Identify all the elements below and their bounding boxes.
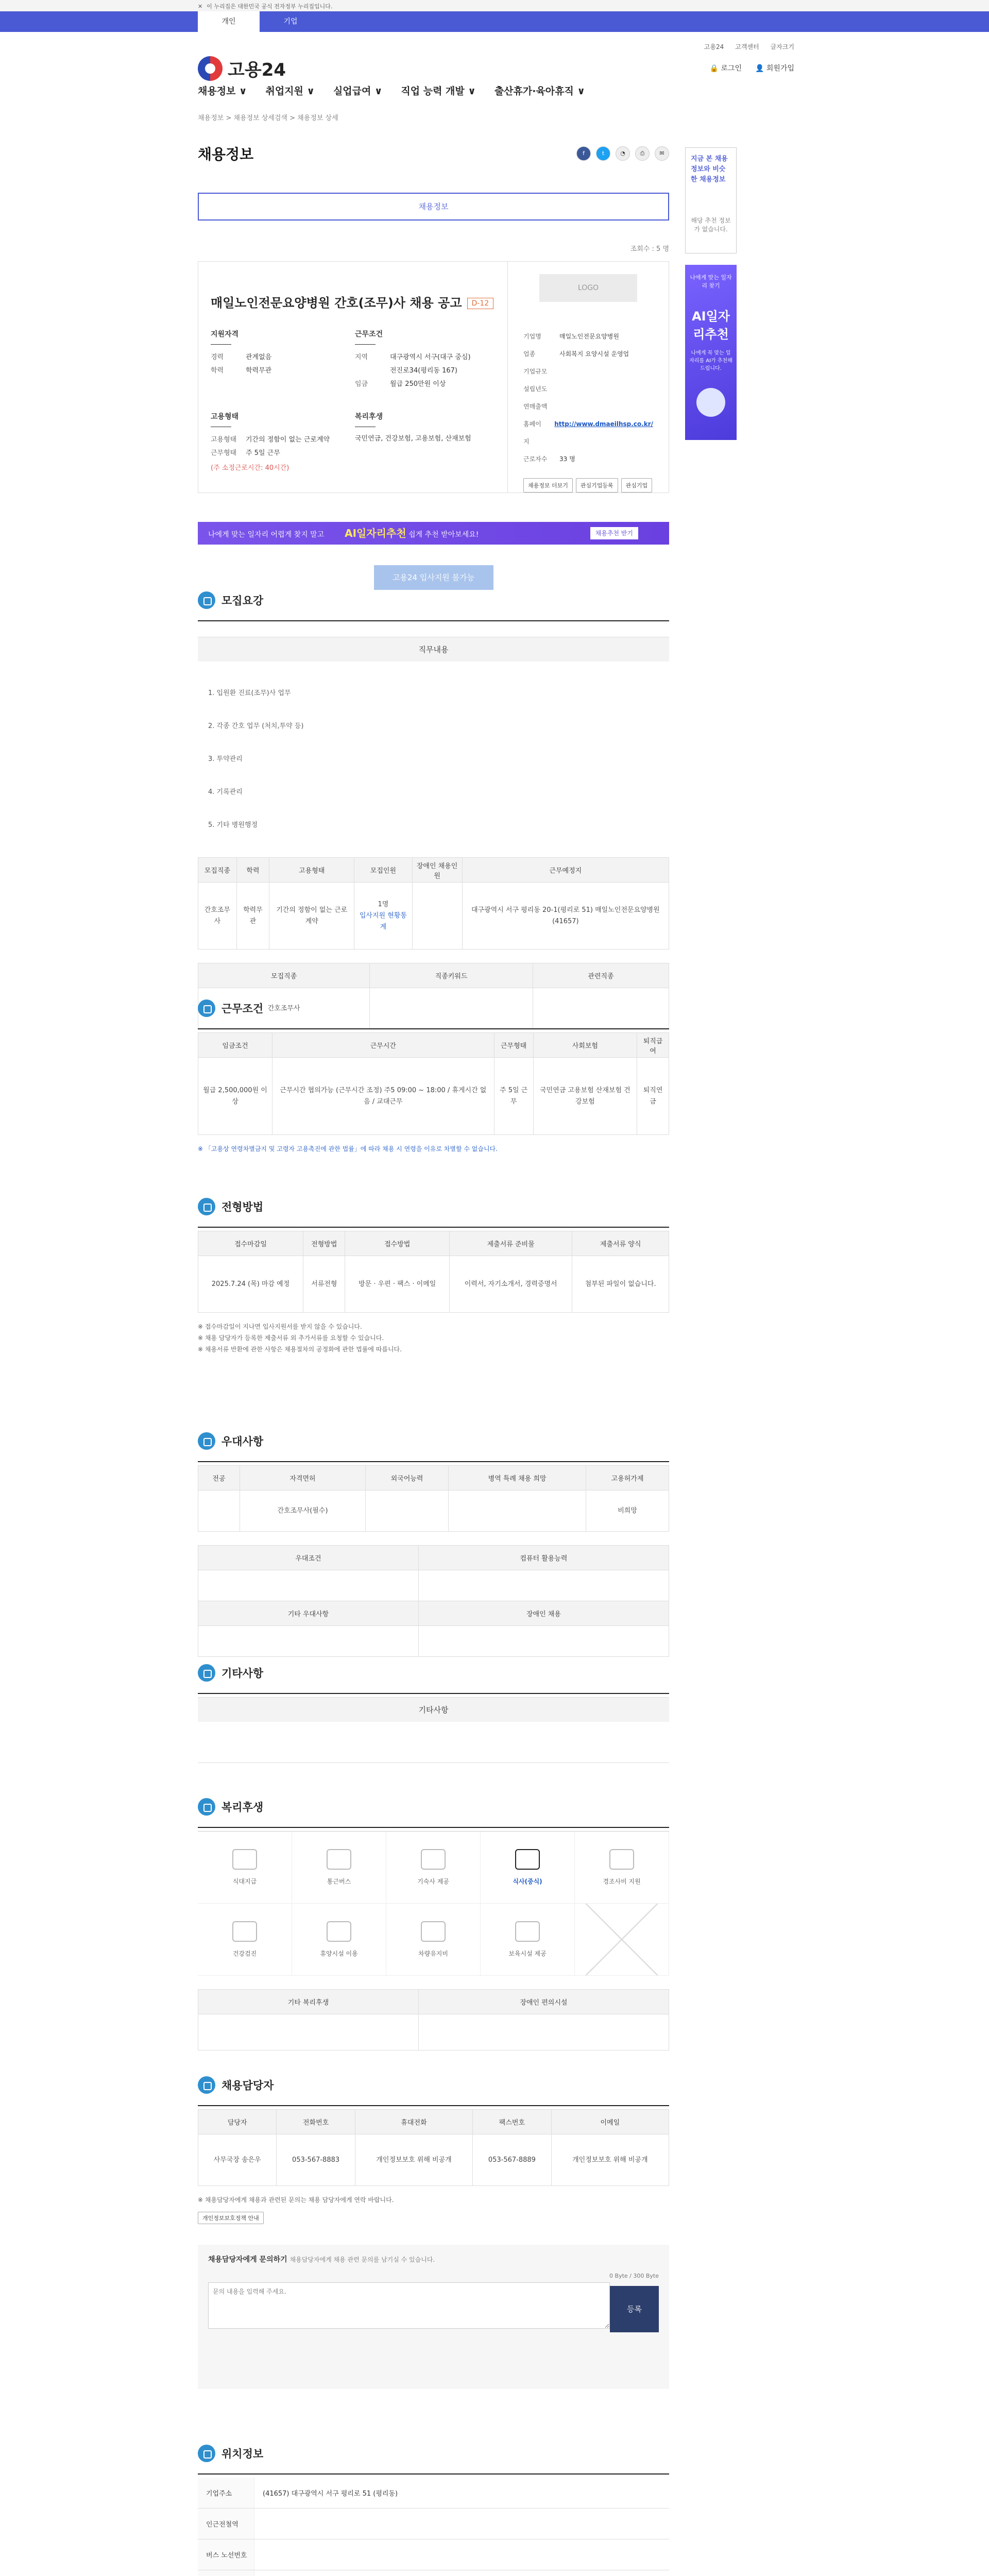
job-title: 매일노인전문요양병원 간호(조무)사 채용 공고 D-12	[211, 293, 493, 311]
logo-icon	[198, 56, 223, 81]
utility-nav	[704, 42, 794, 51]
section-selection: 전형방법 접수마감일 전형방법 접수방법 제출서류 준비물 제출서류 양식 2025.7.24 (목) 마감 예정 서류전형 방문 · 우편 · 팩스 · 이메일 이력서, 자기소개서, 경력증명서 첨부된 파일이 없습니다. ※ 접수마감일이 지나면 입사지원서를 받지 않을 수 있습니다. ※ 채용 담당자가 등록한 제출서류 외 추가서류를 요청할 수 있습니다. ※ 채용서류 반환에 관한 사항은 채용절차의 공정화에 관한 법률에 따릅니다.	[198, 1198, 669, 1355]
company-logo: LOGO	[539, 274, 637, 302]
tab-company[interactable]: 기업	[283, 18, 298, 26]
nav-item[interactable]: 실업급여 ∨	[333, 86, 383, 97]
view-count: 조회수 : 5 명	[630, 245, 669, 253]
link-icon[interactable]: ◔	[616, 146, 630, 161]
welfare-item: 차량유지비	[386, 1904, 481, 1976]
section-location: 위치정보 기업주소 (41657) 대구광역시 서구 평리로 51 (평리동) 인근전철역 버스 노선번호	[198, 2445, 669, 2576]
util-link[interactable]: 글자크기	[770, 43, 794, 50]
qna-textarea[interactable]	[208, 2282, 610, 2329]
ai-banner[interactable]: 나에게 맞는 일자리 어렵게 찾지 말고 AI일자리추천 쉽게 추천 받아보세요! 채용추천 받기	[198, 522, 669, 545]
share-buttons	[576, 146, 669, 161]
company-info-row: 설립년도	[523, 385, 548, 393]
robot-icon	[696, 388, 725, 417]
welfare-item: 보육시설 제공	[481, 1904, 575, 1976]
welfare-item: 경조사비 지원	[575, 1832, 669, 1904]
nav-item[interactable]: 취업지원 ∨	[265, 86, 315, 97]
welfare-item: 통근버스	[292, 1832, 386, 1904]
auth-links	[710, 63, 794, 73]
group-conditions: 근무조건 지역 대구광역시 서구(대구 중심) 전진로34(평리동 167) 임금 월급 250만원 이상	[355, 329, 509, 391]
section-icon	[198, 591, 215, 609]
group-qualification: 지원자격 경력 관계없음 학력 학력무관	[211, 329, 271, 378]
facebook-icon[interactable]: f	[576, 146, 591, 161]
nav-item[interactable]: 출산휴가·육아휴직 ∨	[494, 86, 585, 97]
fav-company-button[interactable]: 관심기업등록	[576, 478, 618, 493]
company-info-row: 근로자수 33 명	[523, 455, 575, 463]
util-link[interactable]: 고용24	[704, 43, 724, 50]
more-jobs-button[interactable]: 채용정보 더보기	[523, 478, 573, 493]
tab-individual[interactable]: 개인	[198, 11, 260, 32]
twitter-icon[interactable]: t	[596, 146, 610, 161]
login-link[interactable]: 🔒 로그인	[709, 64, 742, 73]
group-welfare: 복리후생 국민연금, 건강보험, 고용보험, 산재보험	[355, 411, 489, 445]
section-recruit: 모집요강 직무내용 1. 입원환 진료(조무)사 업무 2. 각종 간호 업무 (처치,투약 등) 3. 투약관리 4. 기록관리 5. 기타 병원행정 모집직종 학력 고용형태 모집인원 장애인 채용인원 근무예정지 간호조무사 학력무관 기간의 정함이 없는 근로계약 1명 입사지원 현황통계 대구광역시 서구 평리동 20-1(평리로 51) 매일노인전문요양병원 (41657) 모집직종 직종키워드 관련직종 간호조무사	[198, 591, 669, 1029]
welfare-empty	[575, 1904, 669, 1976]
job-summary-box	[198, 261, 669, 493]
apply-button[interactable]: 고용24 입사지원 불가능	[374, 565, 493, 590]
util-link[interactable]: 고객센터	[735, 43, 759, 50]
signup-link[interactable]: 👤 회원가입	[755, 64, 794, 73]
qna-box: 채용담당자에게 문의하기 채용담당자에게 채용 관련 문의를 남기실 수 있습니다. 0 Byte / 300 Byte 문의 내용을 입력해 주세요. 등록	[198, 2245, 669, 2389]
print-icon[interactable]: ⎙	[635, 146, 650, 161]
nav-item[interactable]: 채용정보 ∨	[198, 86, 247, 97]
site-logo[interactable]: 고용24	[198, 56, 286, 81]
section-preference: 우대사항 전공 자격면허 외국어능력 병역 특례 채용 희망 고용허가제 간호조무사(필수) 비희망 우대조건 컴퓨터 활용능력 기타 우대사항 장애인 채용	[198, 1432, 669, 1657]
nav-item[interactable]: 직업 능력 개발 ∨	[401, 86, 476, 97]
welfare-item: 휴양시설 이용	[292, 1904, 386, 1976]
close-icon[interactable]: ✕	[198, 3, 203, 10]
section-contact: 채용담당자 담당자 전화번호 휴대전화 팩스번호 이메일 사무국장 송은우 053-567-8883 개인정보보호 위해 비공개 053-567-8889 개인정보보호 위해 비공개 ※ 채용담당자에게 채용과 관련된 문의는 채용 담당자에게 연락 바랍니다. 개인정보보호정책 안내 채용담당자에게 문의하기 채용담당자에게 채용 관련 문의를 남기실 수 있습니다. 0 Byte / 300 Byte 문의 내용을 입력해 주세요. 등록	[198, 2076, 669, 2389]
stats-link[interactable]: 입사지원 현황통계	[359, 911, 407, 931]
job-detail	[198, 143, 669, 590]
qna-submit-button[interactable]: 등록	[610, 2286, 659, 2332]
top-tabs	[0, 11, 989, 32]
section-welfare: 복리후생 식대지급 통근버스 기숙사 제공 식사(중식) 경조사비 지원 건강검진 휴양시설 이용 차량유지비 보육시설 제공 기타 복리후생 장애인 편의시설	[198, 1798, 669, 2050]
header	[198, 32, 794, 99]
homepage-link[interactable]: http://www.dmaeilhsp.co.kr/	[554, 420, 653, 428]
ai-recommend-banner[interactable]: 나에게 맞는 일자리 찾기 AI일자리추천 나에게 꼭 맞는 일자리를 AI가 추천해 드립니다.	[685, 265, 737, 440]
page-title: 채용정보	[198, 146, 254, 163]
mail-icon[interactable]: ✉	[655, 146, 669, 161]
company-info-row: 연매출액	[523, 403, 548, 410]
side-recommend: 지금 본 채용정보와 비슷한 채용정보 해당 추천 정보가 없습니다. 나에게 맞는 일자리 찾기 AI일자리추천 나에게 꼭 맞는 일자리를 AI가 추천해 드립니다.	[685, 147, 737, 440]
welfare-item: 기숙사 제공	[386, 1832, 481, 1904]
company-info-row: 기업규모	[523, 368, 548, 375]
group-employment: 고용형태 고용형태 기간의 정함이 없는 근로계약 근무형태 주 5일 근무 (주 소정근로시간: 40시간)	[211, 411, 330, 472]
welfare-item: 식사(중식)	[481, 1832, 575, 1904]
privacy-button[interactable]: 개인정보보호정책 안내	[198, 2212, 264, 2224]
fav-button[interactable]: 관심기업	[621, 478, 653, 493]
welfare-item: 건강검진	[198, 1904, 292, 1976]
welfare-item: 식대지급	[198, 1832, 292, 1904]
company-info-row: 업종 사회복지 요양시설 운영업	[523, 350, 629, 358]
section-etc: 기타사항 기타사항	[198, 1664, 669, 1763]
section-conditions: 근무조건 임금조건 근무시간 근무형태 사회보험 퇴직급여 월급 2,500,000원 이상 근무시간 협의가능 (근무시간 조정) 주5 09:00 ~ 18:00 / 휴게시간 없음 / 교대근무 주 5일 근무 국민연금 고용보험 산재보험 건강보험 퇴직연금 ※ 「고용상 연령차별금지 및 고령자 고용촉진에 관한 법률」에 따라 채용 시 연령을 이유로 차별할 수 없습니다.	[198, 999, 669, 1155]
tab-job-info[interactable]: 채용정보	[198, 193, 669, 221]
breadcrumb: 채용정보 > 채용정보 상세검색 > 채용정보 상세	[198, 114, 338, 122]
gov-notice: ✕ 이 누리집은 대한민국 공식 전자정부 누리집입니다.	[0, 0, 989, 11]
company-info-row: 기업명 매일노인전문요양병원	[523, 333, 619, 340]
company-info-row: 홈페이지 http://www.dmaeilhsp.co.kr/	[523, 415, 653, 450]
dday-badge: D-12	[467, 298, 494, 309]
main-nav	[198, 83, 585, 97]
